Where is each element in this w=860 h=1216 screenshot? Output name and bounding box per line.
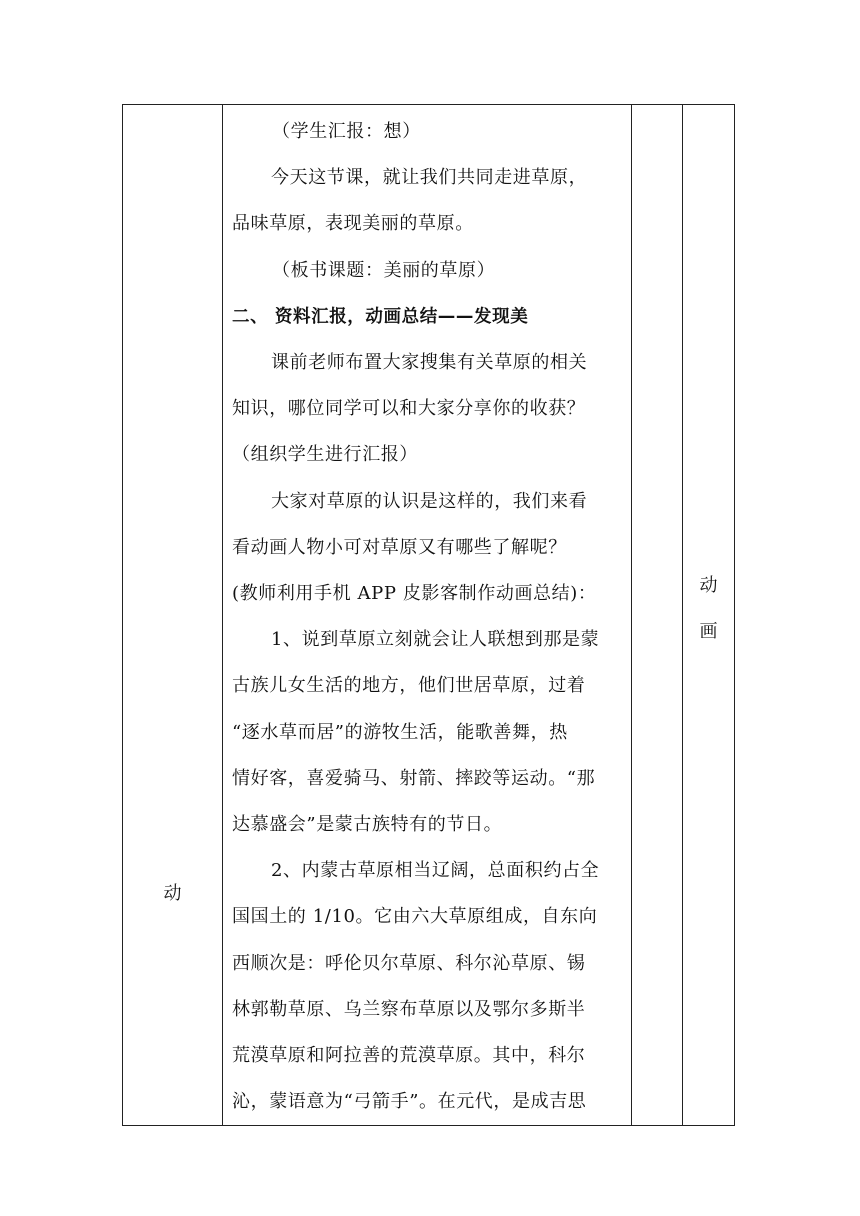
content-line: 2、内蒙古草原相当辽阔，总面积约占全 <box>271 860 600 882</box>
content-line: 课前老师布置大家搜集有关草原的相关 <box>271 352 588 374</box>
content-line: 古族儿女生活的地方，他们世居草原，过着 <box>232 675 586 697</box>
content-line: (教师利用手机 APP 皮影客制作动画总结)： <box>232 583 597 605</box>
content-line: 大家对草原的认识是这样的，我们来看 <box>271 490 588 512</box>
content-line: （学生汇报：想） <box>272 121 421 142</box>
content-line: 国国土的 1/10。它由六大草原组成，自东向 <box>232 906 598 928</box>
content-line: （板书课题：美丽的草原） <box>272 259 496 281</box>
content-line: 看动画人物小可对草原又有哪些了解呢？ <box>232 536 567 558</box>
media-label <box>683 563 734 655</box>
section-heading: 二、 资料汇报，动画总结——发现美 <box>232 306 529 327</box>
content-line: 达慕盛会”是蒙古族特有的节日。 <box>232 814 503 836</box>
content-line: （组织学生进行汇报） <box>232 444 418 466</box>
content-line: 1、说到草原立刻就会让人联想到那是蒙 <box>271 629 600 651</box>
content-line: 西顺次是：呼伦贝尔草原、科尔沁草原、锡 <box>232 952 586 974</box>
media-label-line1: 动 <box>699 575 718 596</box>
content-line: 沁，蒙语意为“弓箭手”。在元代，是成吉思 <box>232 1091 587 1113</box>
lesson-content <box>223 105 631 1125</box>
content-line: 林郭勒草原、乌兰察布草原以及鄂尔多斯半 <box>232 998 586 1020</box>
media-cell <box>683 105 735 1126</box>
content-cell <box>223 105 632 1126</box>
content-line: 知识，哪位同学可以和大家分享你的收获？ <box>232 398 586 420</box>
media-label-line2: 画 <box>699 621 718 642</box>
lesson-plan-table <box>122 104 735 1126</box>
table-row <box>123 105 735 1126</box>
empty-cell <box>632 105 683 1126</box>
content-line: “逐水草而居”的游牧生活，能歌善舞，热 <box>232 721 568 743</box>
content-line: 情好客，喜爱骑马、射箭、摔跤等运动。“那 <box>232 767 596 789</box>
content-line: 荒漠草原和阿拉善的荒漠草原。其中，科尔 <box>232 1045 586 1067</box>
stage-cell <box>123 105 223 1126</box>
stage-label: 动 <box>163 883 182 904</box>
content-line: 今天这节课，就让我们共同走进草原， <box>271 167 588 189</box>
content-line: 品味草原，表现美丽的草原。 <box>232 213 474 235</box>
